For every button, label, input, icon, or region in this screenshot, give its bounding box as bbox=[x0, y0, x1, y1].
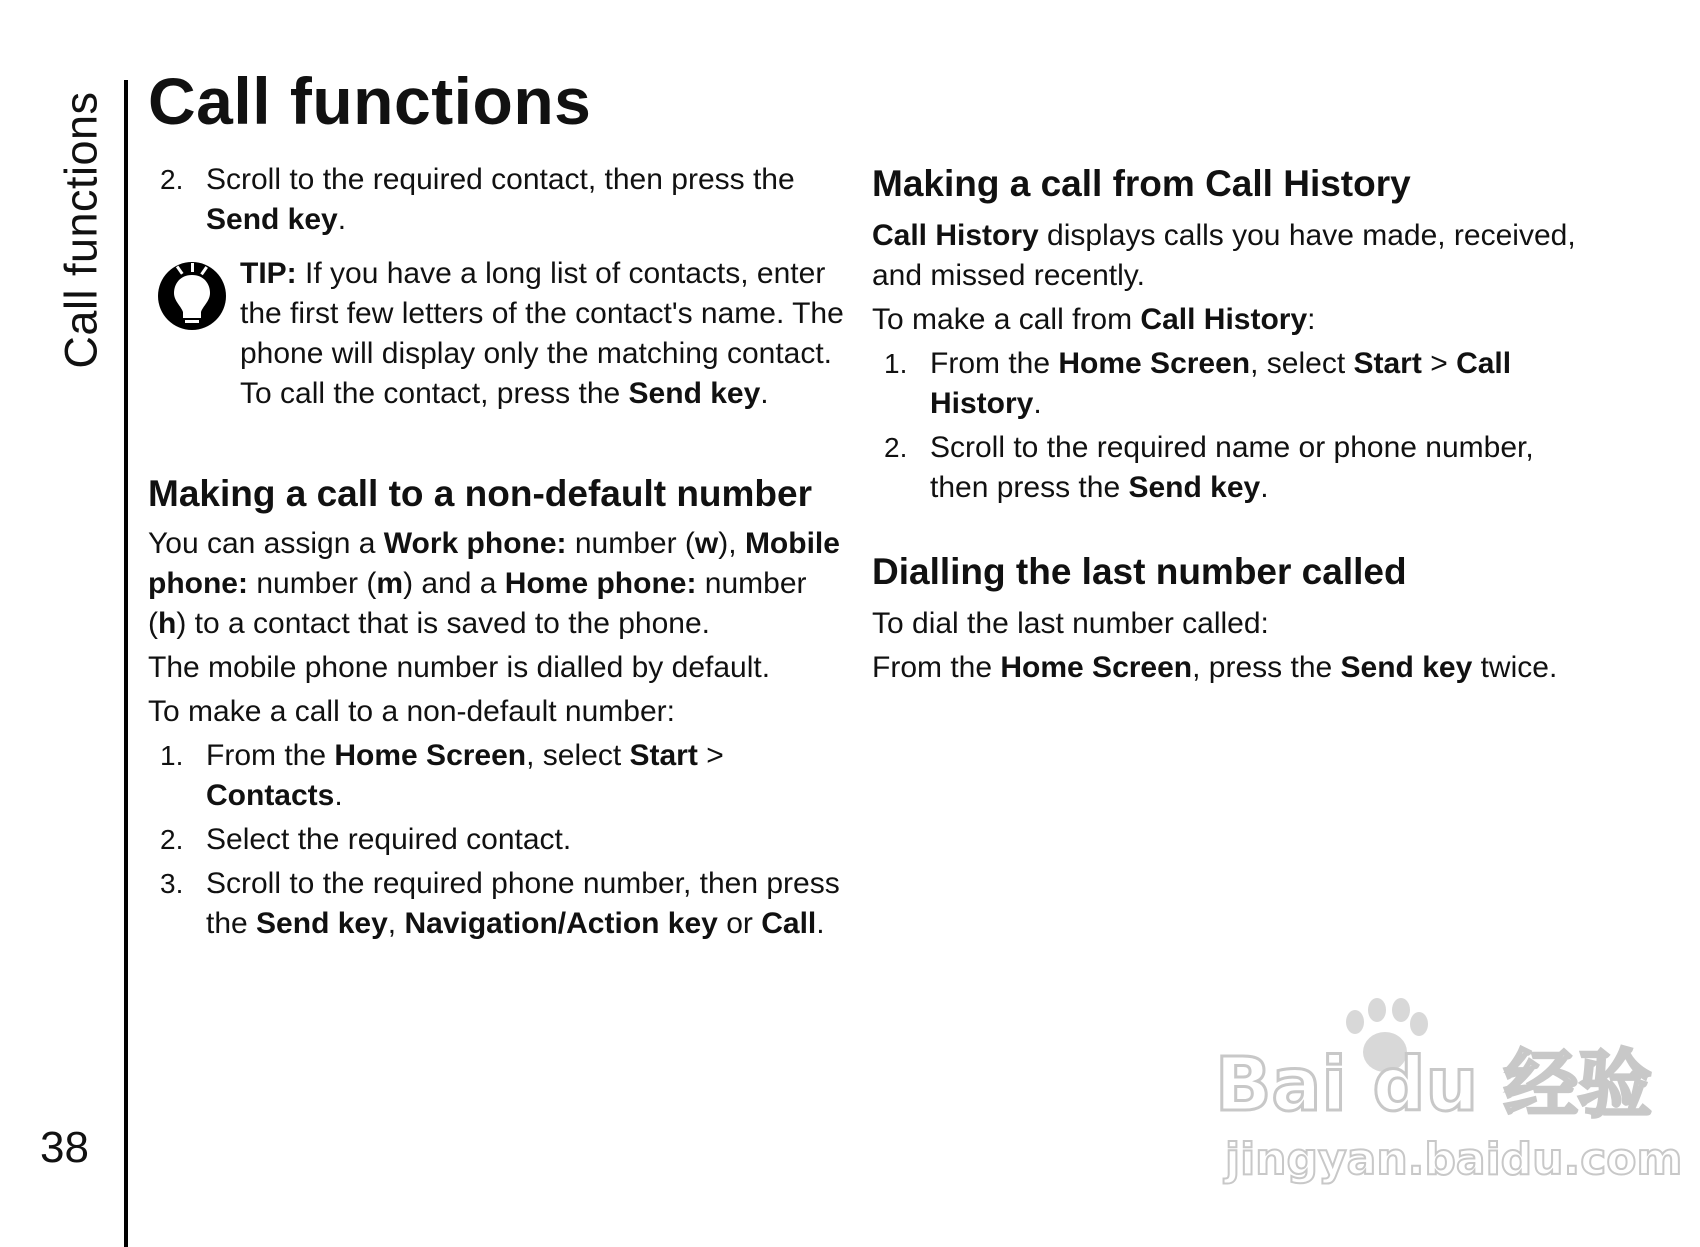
lightbulb-icon bbox=[156, 260, 228, 332]
list-item: 1. From the Home Screen, select Start > Contacts. bbox=[160, 739, 724, 812]
svg-text:Bai du 经验: Bai du 经验 bbox=[1215, 1042, 1652, 1128]
steps-list bbox=[148, 736, 848, 944]
paragraph: Call History displays calls you have made, received, and missed recently. bbox=[872, 219, 1576, 292]
list-item: 3. Scroll to the required phone number, then press the Send key, Navigation/Action key or Call. bbox=[160, 867, 840, 940]
section-heading-non-default: Making a call to a non-default number bbox=[148, 473, 813, 514]
paragraph: To make a call to a non-default number: bbox=[148, 695, 675, 728]
steps-list bbox=[872, 344, 1592, 508]
tip-box: TIP: If you have a long list of contacts, enter the first few letters of the contact's name. The phone will display only the matching contact. To call the contact, press the Send key. bbox=[148, 254, 848, 414]
sidebar-section-title: Call functions bbox=[56, 91, 108, 369]
page-title: Call functions bbox=[148, 64, 592, 138]
paragraph: The mobile phone number is dialled by default. bbox=[148, 651, 771, 684]
page-number: 38 bbox=[40, 1123, 89, 1172]
section-heading-call-history: Making a call from Call History bbox=[872, 163, 1411, 204]
svg-text:jingyan.baidu.com: jingyan.baidu.com bbox=[1225, 1134, 1683, 1185]
list-item: 2. Scroll to the required contact, then press the Send key. bbox=[160, 163, 795, 236]
left-column bbox=[148, 160, 848, 948]
section-heading-last-number: Dialling the last number called bbox=[872, 551, 1407, 592]
list-item: 1. From the Home Screen, select Start > Call History. bbox=[884, 347, 1512, 420]
paragraph: From the Home Screen, press the Send key twice. bbox=[872, 651, 1558, 684]
baidu-watermark bbox=[1205, 992, 1683, 1192]
list-item: 2. Select the required contact. bbox=[160, 823, 572, 856]
paragraph: To dial the last number called: bbox=[872, 607, 1269, 640]
right-column bbox=[872, 160, 1592, 692]
paragraph: To make a call from Call History: bbox=[872, 303, 1316, 336]
paragraph: You can assign a Work phone: number (w), Mobile phone: number (m) and a Home phone: number (h) to a contact that is saved to the phone. bbox=[148, 527, 840, 640]
vertical-divider bbox=[124, 80, 128, 1247]
list-item: 2. Scroll to the required name or phone number, then press the Send key. bbox=[884, 431, 1534, 504]
tip-label: TIP: bbox=[240, 257, 297, 290]
